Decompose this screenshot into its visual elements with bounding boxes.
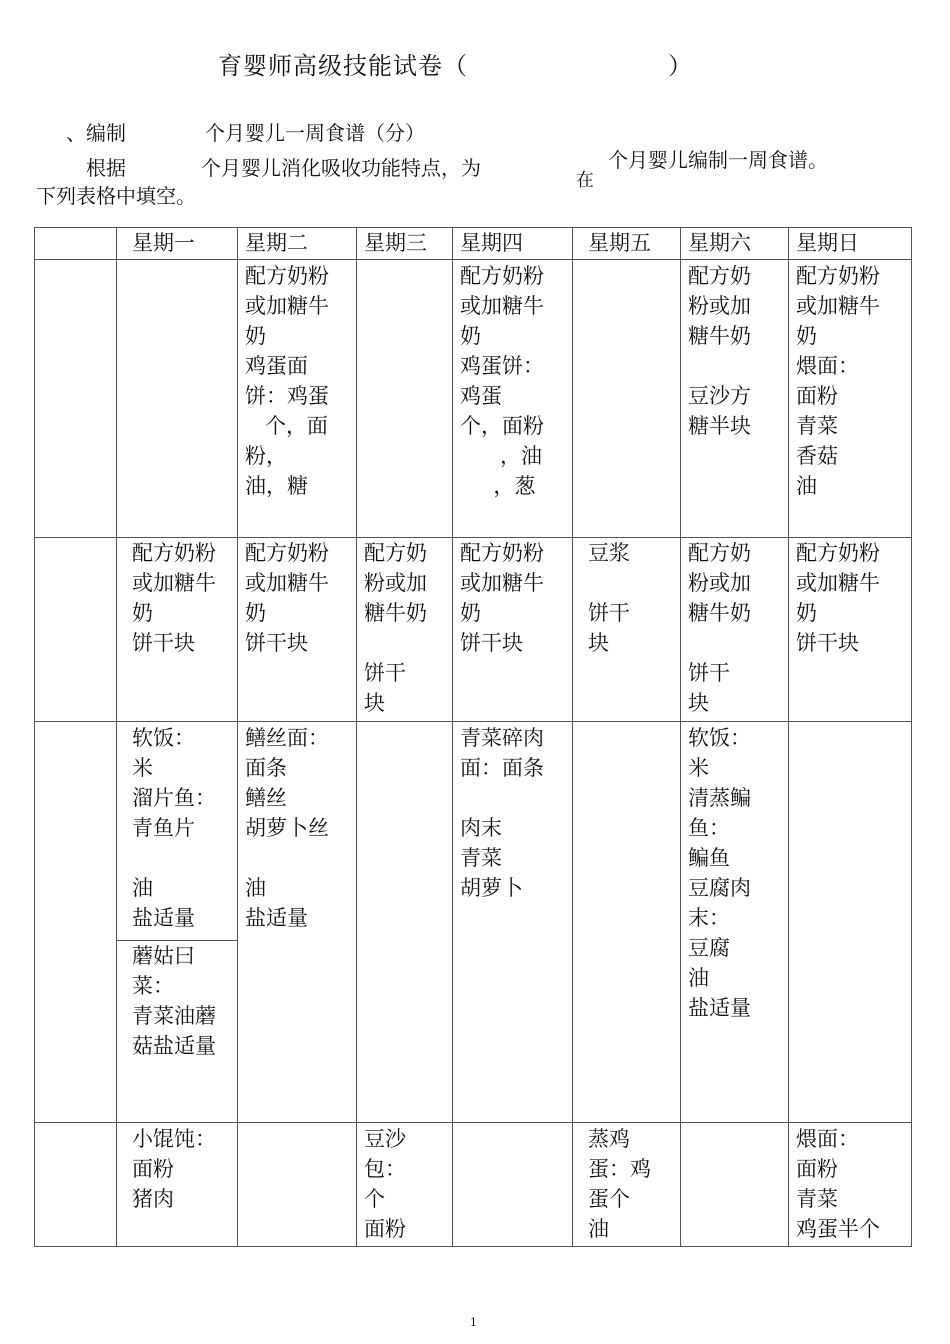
instruction-part-b: 个月婴儿消化吸收功能特点，为 [201, 156, 481, 180]
table-border-line [34, 259, 912, 260]
instruction-cut-char: 在 [576, 170, 594, 191]
table-border-line [34, 1246, 912, 1247]
menu-cell: 小馄饨： 面粉 猪肉 [132, 1127, 216, 1211]
day-header-mon: 星期一 [132, 231, 195, 255]
table-border-line [356, 227, 357, 1246]
menu-cell: 配方奶 粉或加 糖牛奶 饼干 块 [688, 541, 751, 715]
menu-cell: 配方奶粉 或加糖牛 奶 煨面： 面粉 青菜 香菇 油 [796, 264, 880, 498]
menu-cell: 配方奶粉 或加糖牛 奶 饼干块 [796, 541, 880, 655]
table-border-line [34, 721, 912, 722]
table-border-line [116, 227, 117, 1246]
page-number: 1 [470, 1316, 477, 1329]
menu-cell: 蒸鸡 蛋：鸡 蛋个 油 [588, 1127, 651, 1241]
day-header-sat: 星期六 [688, 231, 751, 255]
menu-cell: 配方奶粉 或加糖牛 奶 饼干块 [245, 541, 329, 655]
menu-cell: 配方奶 粉或加 糖牛奶 豆沙方 糖半块 [688, 264, 751, 438]
question-title: 个月婴儿一周食谱（分） [205, 121, 425, 145]
instruction-part-c: 个月婴儿编制一周食谱。 [608, 148, 828, 172]
menu-cell: 配方奶 粉或加 糖牛奶 饼干 块 [364, 541, 427, 715]
menu-cell: 豆沙 包： 个 面粉 [364, 1127, 406, 1241]
menu-cell: 青菜碎肉 面：面条 肉末 青菜 胡萝卜 [460, 726, 544, 900]
table-border-line [680, 227, 681, 1246]
menu-cell: 煨面： 面粉 青菜 鸡蛋半个 [796, 1127, 880, 1241]
day-header-fri: 星期五 [588, 231, 651, 255]
day-header-tue: 星期二 [245, 231, 308, 255]
menu-cell: 鳝丝面： 面条 鳝丝 胡萝卜丝 油 盐适量 [245, 726, 329, 930]
menu-sub-cell: 蘑姑曰 菜： 青菜油蘑 菇盐适量 [132, 944, 216, 1058]
table-border-line [237, 227, 238, 1246]
table-border-line [788, 227, 789, 1246]
menu-cell: 软饭： 米 溜片鱼： 青鱼片 油 盐适量 [132, 726, 216, 930]
table-border-line [572, 227, 573, 1246]
day-header-sun: 星期日 [796, 231, 859, 255]
table-border-line [34, 1122, 912, 1123]
menu-cell: 配方奶粉 或加糖牛 奶 鸡蛋饼： 鸡蛋 个，面粉 ，油 ，葱 [460, 264, 544, 498]
menu-cell: 软饭： 米 清蒸鳊 鱼： 鳊鱼 豆腐肉 末： 豆腐 油 盐适量 [688, 726, 751, 1020]
table-border-line [34, 227, 35, 1246]
day-header-wed: 星期三 [364, 231, 427, 255]
instruction-part-a: 根据 [86, 156, 126, 180]
question-number: 、编制 [66, 121, 126, 145]
page-title-close: ） [668, 52, 692, 80]
table-border-line [911, 227, 912, 1246]
menu-cell: 配方奶粉 或加糖牛 奶 饼干块 [460, 541, 544, 655]
menu-cell: 配方奶粉 或加糖牛 奶 饼干块 [132, 541, 216, 655]
page-title: 育婴师高级技能试卷（ [218, 52, 468, 80]
day-header-thu: 星期四 [460, 231, 523, 255]
instruction-part-d: 下列表格中填空。 [36, 184, 196, 208]
menu-cell: 配方奶粉 或加糖牛 奶 鸡蛋面 饼：鸡蛋 个，面 粉， 油，糖 [245, 264, 329, 498]
table-border-line [452, 227, 453, 1246]
menu-cell: 豆浆 饼干 块 [588, 541, 630, 655]
